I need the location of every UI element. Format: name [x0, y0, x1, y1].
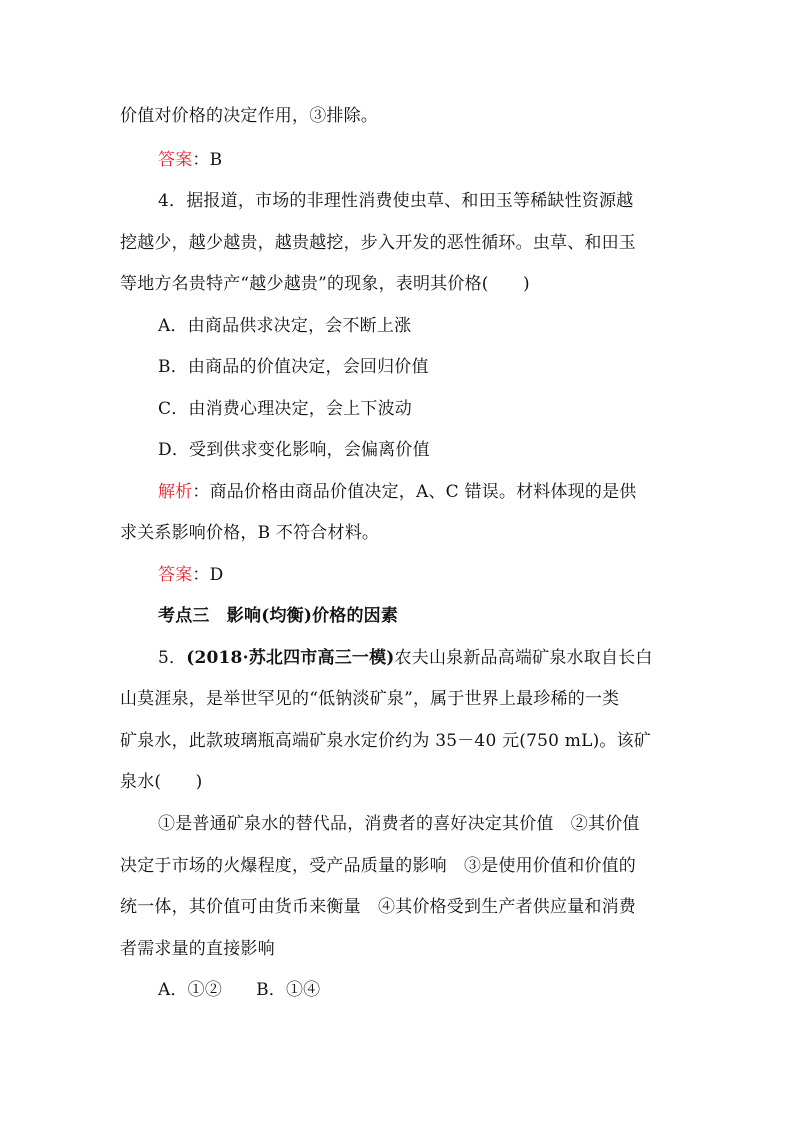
question-5-statement-line-3: 统一体，其价值可由货币来衡量 ④其价格受到生产者供应量和消费 — [120, 897, 636, 917]
question-5-line-1 — [158, 647, 680, 669]
answer-4 — [158, 564, 680, 586]
question-4-option-c: C．由消费心理决定，会上下波动 — [158, 399, 413, 419]
answer-3 — [158, 149, 680, 171]
question-5-line-2: 山莫涯泉，是举世罕见的“低钠淡矿泉”，属于世界上最珍稀的一类 — [120, 689, 620, 709]
section-heading: 考点三 影响(均衡)价格的因素 — [158, 606, 399, 626]
question-5-statement-line-2: 决定于市场的火爆程度，受产品质量的影响 ③是使用价值和价值的 — [120, 856, 636, 876]
question-4-line-1: 4．据报道，市场的非理性消费使虫草、和田玉等稀缺性资源越 — [158, 191, 634, 211]
answer-label: 答案 — [158, 565, 193, 585]
analysis-label: 解析 — [158, 482, 193, 502]
analysis-4-line-1 — [158, 481, 680, 503]
analysis-text: ：商品价格由商品价值决定，A、C 错误。材料体现的是供 — [192, 482, 637, 502]
prev-analysis-tail: 价值对价格的决定作用，③排除。 — [120, 106, 378, 126]
question-number: 5． — [158, 648, 187, 668]
question-5-line-3: 矿泉水，此款玻璃瓶高端矿泉水定价约为 35－40 元(750 mL)。该矿 — [120, 731, 651, 751]
question-5-statement-line-4: 者需求量的直接影响 — [120, 939, 275, 959]
answer-label: 答案 — [158, 150, 193, 170]
question-4-option-b: B．由商品的价值决定，会回归价值 — [158, 357, 429, 377]
question-text: 农夫山泉新品高端矿泉水取自长白 — [394, 648, 653, 668]
question-5-line-4: 泉水( ) — [120, 772, 203, 792]
answer-value: ：D — [192, 565, 224, 585]
question-4-option-a: A．由商品供求决定，会不断上涨 — [158, 316, 412, 336]
analysis-4-line-2: 求关系影响价格，B 不符合材料。 — [120, 523, 380, 543]
question-4-option-d: D．受到供求变化影响，会偏离价值 — [158, 440, 430, 460]
question-4-line-2: 挖越少，越少越贵，越贵越挖，步入开发的恶性循环。虫草、和田玉 — [120, 233, 636, 253]
question-4-line-3: 等地方名贵特产“越少越贵”的现象，表明其价格( ) — [120, 274, 530, 294]
answer-value: ：B — [192, 150, 223, 170]
question-5-options — [158, 979, 680, 1001]
question-source: (2018·苏北四市高三一模) — [186, 648, 395, 668]
question-5-statement-line-1: ①是普通矿泉水的替代品，消费者的喜好决定其价值 ②其价值 — [158, 814, 640, 834]
question-5-option-b: B．①④ — [256, 980, 321, 1000]
question-5-option-a: A．①② — [158, 980, 223, 1000]
